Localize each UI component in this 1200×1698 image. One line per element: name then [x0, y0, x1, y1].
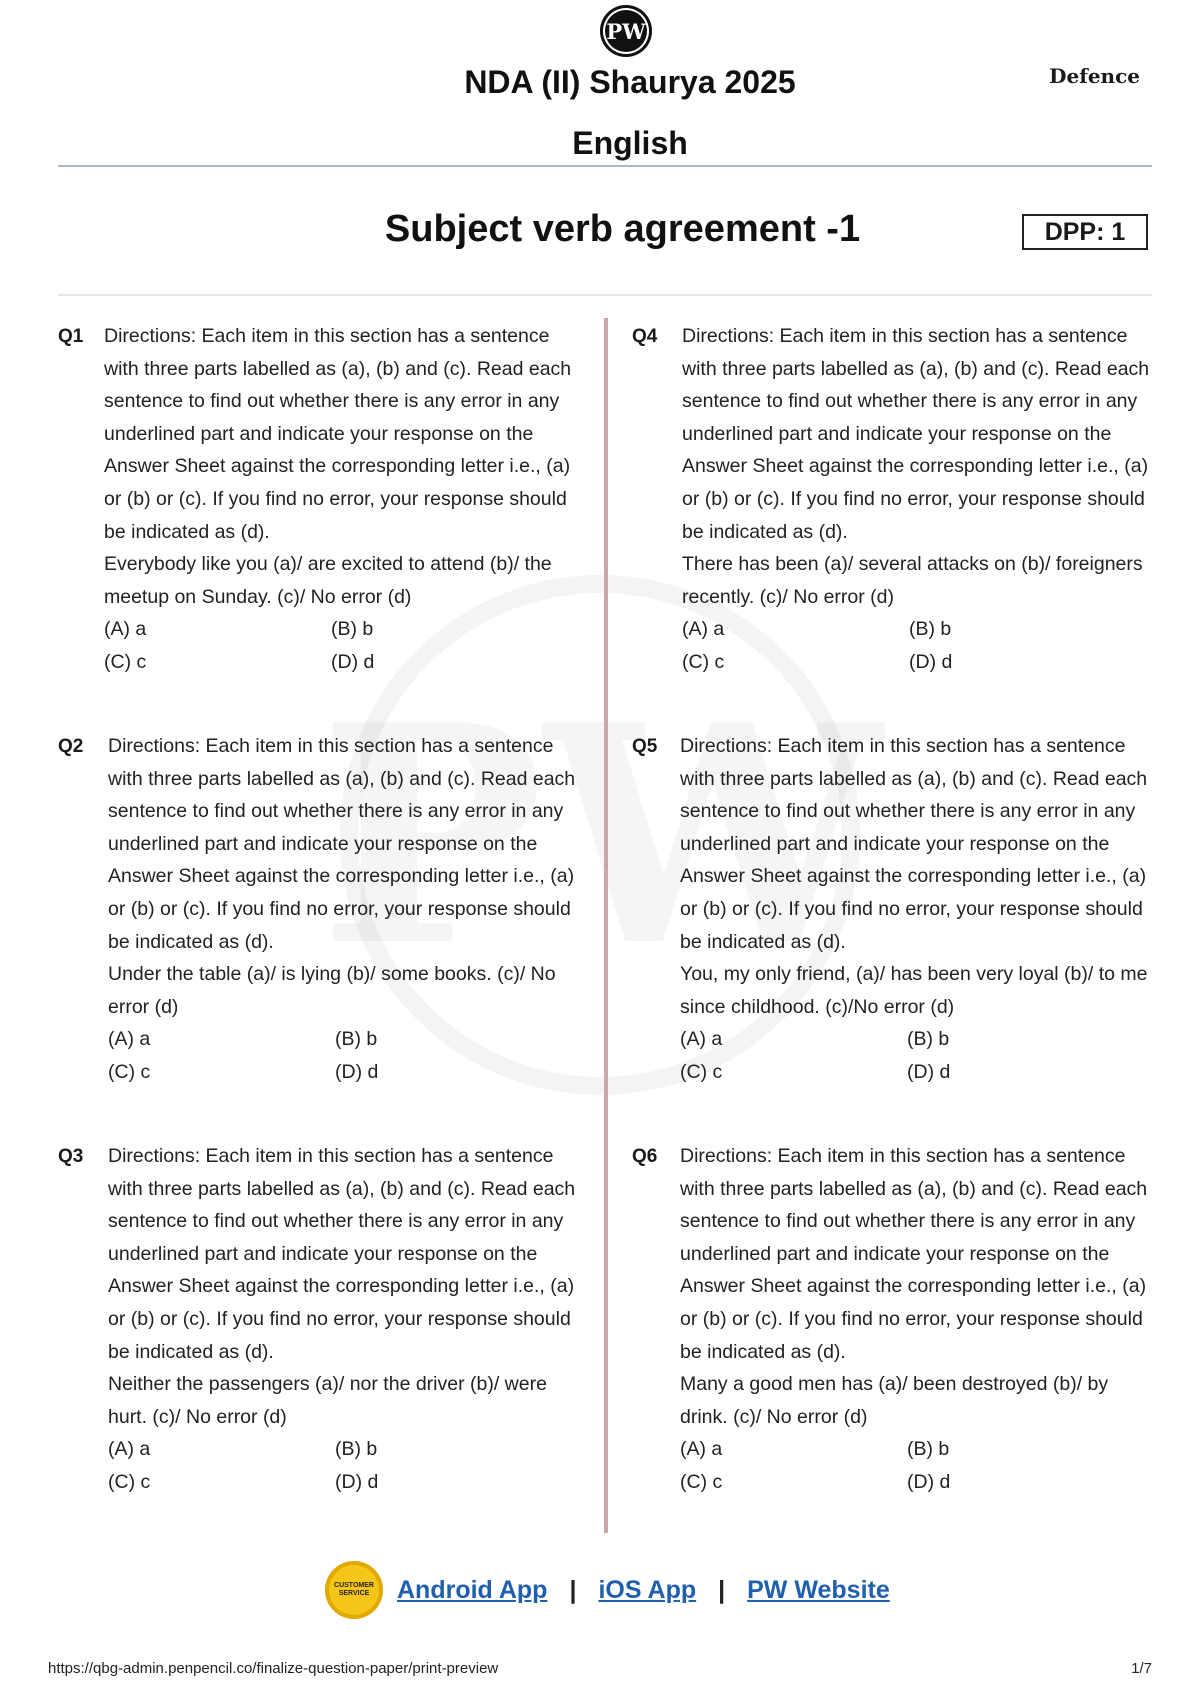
question-number: Q1: [58, 326, 84, 347]
option-a[interactable]: (A) a: [108, 1438, 151, 1461]
page-url: https://qbg-admin.penpencil.co/finalize-question-paper/print-preview: [48, 1660, 499, 1677]
option-d[interactable]: (D) d: [909, 651, 953, 674]
subject-title: English: [572, 125, 688, 161]
footer-links: [325, 1558, 890, 1622]
option-c[interactable]: (C) c: [108, 1471, 151, 1494]
option-c[interactable]: (C) c: [682, 651, 725, 674]
pw-logo: [600, 5, 652, 57]
option-b[interactable]: (B) b: [907, 1028, 950, 1051]
logo-text: PW: [606, 18, 646, 44]
question-directions: Directions: Each item in this section has a sentence with three parts labelled as (a), (b) and (c). Read each sentence to find out whether there is any error in any underlined part and indicate your response on the Answer Sheet against the corresponding letter i.e., (a) or (b) or (c). If you find no error, your response should be indicated as (d).: [680, 735, 1148, 953]
question-directions: Directions: Each item in this section has a sentence with three parts labelled as (a), (b) and (c). Read each sentence to find out whether there is any error in any underlined part and indicate your response on the Answer Sheet against the corresponding letter i.e., (a) or (b) or (c). If you find no error, your response should be indicated as (d).: [104, 325, 572, 543]
question-sentence: You, my only friend, (a)/ has been very loyal (b)/ to me since childhood. (c)/No error (d): [680, 963, 1148, 1018]
option-b[interactable]: (B) b: [331, 618, 374, 641]
question-sentence: Everybody like you (a)/ are excited to attend (b)/ the meetup on Sunday. (c)/ No error (d): [104, 553, 552, 608]
ios-app-link[interactable]: iOS App: [598, 1575, 697, 1604]
column-divider: [604, 318, 608, 1533]
question-sentence: Under the table (a)/ is lying (b)/ some books. (c)/ No error (d): [108, 963, 556, 1018]
link-separator: |: [718, 1575, 726, 1604]
question-number: Q4: [632, 326, 658, 347]
option-c[interactable]: (C) c: [680, 1471, 723, 1494]
option-a[interactable]: (A) a: [682, 618, 725, 641]
question-directions: Directions: Each item in this section has a sentence with three parts labelled as (a), (b) and (c). Read each sentence to find out whether there is any error in any underlined part and indicate your response on the Answer Sheet against the corresponding letter i.e., (a) or (b) or (c). If you find no error, your response should be indicated as (d).: [108, 735, 576, 953]
topic-title: Subject verb agreement -1: [384, 208, 861, 250]
section-divider: [58, 294, 1152, 296]
option-d[interactable]: (D) d: [335, 1061, 379, 1084]
option-a[interactable]: (A) a: [108, 1028, 151, 1051]
question-directions: Directions: Each item in this section has a sentence with three parts labelled as (a), (b) and (c). Read each sentence to find out whether there is any error in any underlined part and indicate your response on the Answer Sheet against the corresponding letter i.e., (a) or (b) or (c). If you find no error, your response should be indicated as (d).: [108, 1145, 576, 1363]
question-number: Q3: [58, 1146, 84, 1167]
android-app-link[interactable]: Android App: [397, 1575, 548, 1604]
page-counter: 1/7: [1131, 1660, 1152, 1677]
option-b[interactable]: (B) b: [335, 1028, 378, 1051]
question-number: Q6: [632, 1146, 658, 1167]
question-sentence: Many a good men has (a)/ been destroyed (b)/ by drink. (c)/ No error (d): [680, 1373, 1109, 1428]
dpp-badge: DPP: 1: [1022, 214, 1148, 250]
option-b[interactable]: (B) b: [907, 1438, 950, 1461]
question-sentence: Neither the passengers (a)/ nor the driver (b)/ were hurt. (c)/ No error (d): [108, 1373, 547, 1428]
option-a[interactable]: (A) a: [104, 618, 147, 641]
question-directions: Directions: Each item in this section has a sentence with three parts labelled as (a), (b) and (c). Read each sentence to find out whether there is any error in any underlined part and indicate your response on the Answer Sheet against the corresponding letter i.e., (a) or (b) or (c). If you find no error, your response should be indicated as (d).: [680, 1145, 1148, 1363]
exam-title: NDA (II) Shaurya 2025: [464, 64, 796, 100]
option-c[interactable]: (C) c: [680, 1061, 723, 1084]
option-a[interactable]: (A) a: [680, 1438, 723, 1461]
question-sentence: There has been (a)/ several attacks on (b)/ foreigners recently. (c)/ No error (d): [682, 553, 1143, 608]
link-separator: |: [569, 1575, 577, 1604]
option-b[interactable]: (B) b: [909, 618, 952, 641]
header-divider: [58, 165, 1152, 167]
option-d[interactable]: (D) d: [335, 1471, 379, 1494]
option-d[interactable]: (D) d: [907, 1471, 951, 1494]
option-c[interactable]: (C) c: [104, 651, 147, 674]
option-c[interactable]: (C) c: [108, 1061, 151, 1084]
option-d[interactable]: (D) d: [331, 651, 375, 674]
option-b[interactable]: (B) b: [335, 1438, 378, 1461]
option-a[interactable]: (A) a: [680, 1028, 723, 1051]
option-d[interactable]: (D) d: [907, 1061, 951, 1084]
question-directions: Directions: Each item in this section has a sentence with three parts labelled as (a), (b) and (c). Read each sentence to find out whether there is any error in any underlined part and indicate your response on the Answer Sheet against the corresponding letter i.e., (a) or (b) or (c). If you find no error, your response should be indicated as (d).: [682, 325, 1150, 543]
question-number: Q2: [58, 736, 84, 757]
pw-website-link[interactable]: PW Website: [747, 1575, 890, 1604]
question-number: Q5: [632, 736, 658, 757]
customer-service-icon[interactable]: CUSTOMER SERVICE: [325, 1561, 383, 1619]
category-label: Defence: [1049, 64, 1140, 88]
